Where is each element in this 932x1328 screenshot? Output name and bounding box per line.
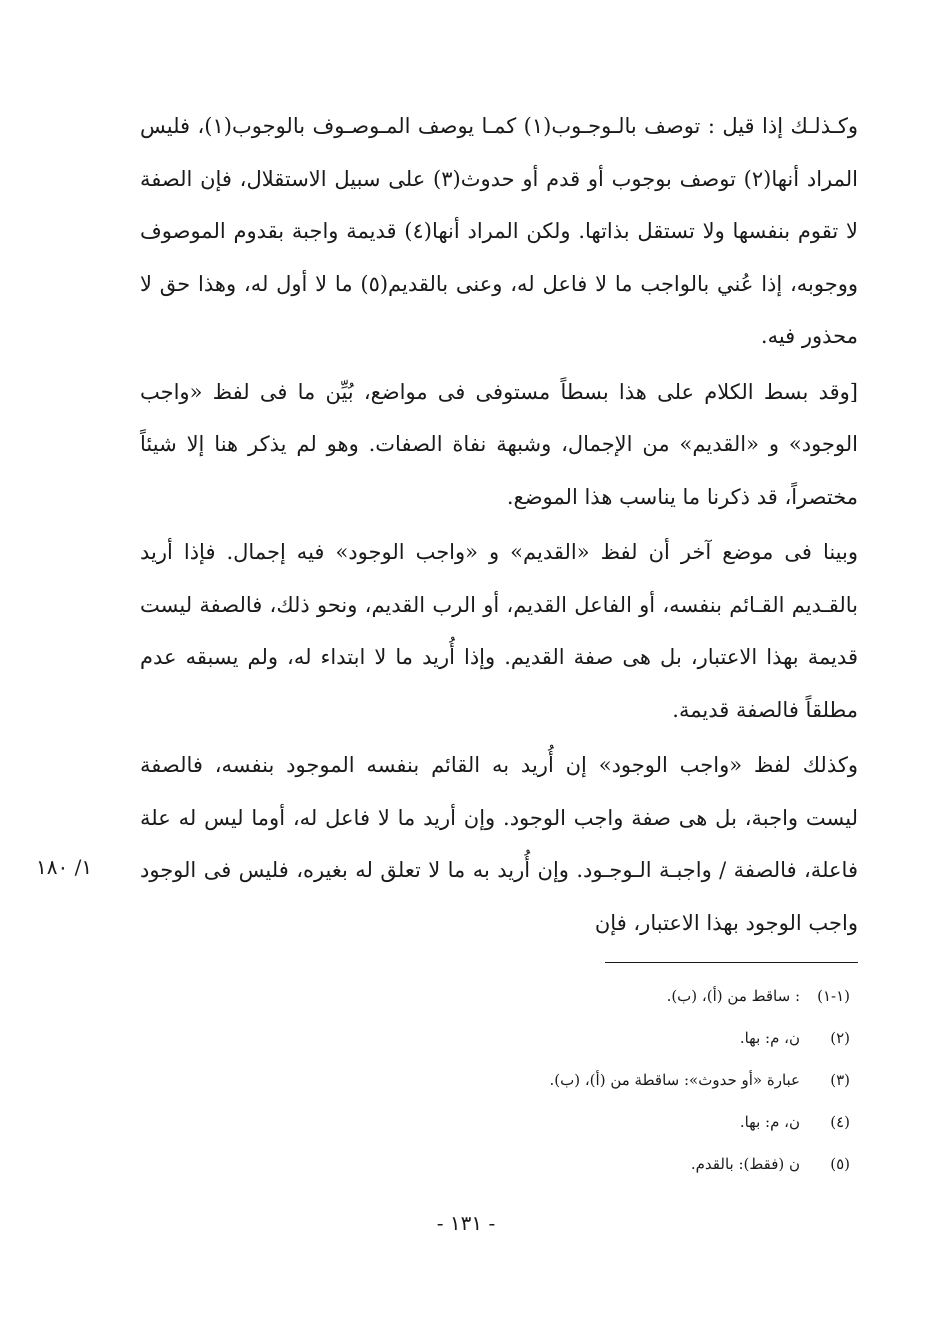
footnote-item	[380, 1017, 850, 1059]
footnote-number: (٥)	[830, 1155, 850, 1173]
paragraph-3: وبينا فى موضع آخر أن لفظ «القديم» و «واجب الوجود» فيه إجمال. فإذا أريد بالقـديم القـائم بنفسه، أو الفاعل القديم، أو الرب القديم، ونحو ذلك، فالصفة ليست قديمة بهذا الاعتبار، بل هى صفة القديم. وإذا أُريد ما لا ابتداء له، ولم يسبقه عدم مطلقاً فالصفة قديمة.	[140, 540, 858, 722]
footnote-number: (٢)	[830, 1029, 850, 1047]
main-text	[140, 100, 858, 949]
footnote-text: ن، م: بها.	[739, 1113, 800, 1131]
footnote-separator	[605, 962, 858, 963]
margin-volume-page-reference: ١/ ١٨٠	[36, 855, 93, 879]
paragraph-1: وكـذلـك إذا قيل : توصف بالـوجـوب(١) كمـا يوصف المـوصـوف بالوجوب(١)، فليس المراد أنها(٢) توصف بوجوب أو قدم أو حدوث(٣) على سبيل الاستقلال، فإن الصفة لا تقوم بنفسها ولا تستقل بذاتها. ولكن المراد أنها(٤) قديمة واجبة بقدوم الموصوف ووجوبه، إذا عُني بالواجب ما لا فاعل له، وعنى بالقديم(٥) ما لا أول له، وهذا حق لا محذور فيه.	[140, 114, 859, 348]
footnote-item	[380, 1101, 850, 1143]
paragraph-4: وكذلك لفظ «واجب الوجود» إن أُريد به القائم بنفسه الموجود بنفسه، فالصفة ليست واجبة، بل هى صفة واجب الوجود. وإن أريد ما لا فاعل له، أوما ليس له علة فاعلة، فالصفة / واجبـة الـوجـود. وإن أُريد به ما لا تعلق له بغيره، فليس فى الوجود واجب الوجود بهذا الاعتبار، فإن	[140, 753, 858, 935]
footnotes-list	[380, 975, 850, 1185]
footnote-number: (٤)	[830, 1113, 850, 1131]
footnote-item	[380, 975, 850, 1017]
footnote-number: (١-١)	[817, 987, 850, 1005]
footnote-number: (٣)	[830, 1071, 850, 1089]
footnote-text: عبارة «أو حدوث»: ساقطة من (أ)، (ب).	[549, 1071, 800, 1089]
footnote-text: ن، م: بها.	[739, 1029, 800, 1047]
footnote-text: : ساقط من (أ)، (ب).	[666, 987, 800, 1005]
footnote-text: ن (فقط): بالقدم.	[690, 1155, 800, 1173]
paragraph-2: [وقد بسط الكلام على هذا بسطاً مستوفى فى مواضع، بُيِّن ما فى لفظ «واجب الوجود» و «القديم» من الإجمال، وشبهة نفاة الصفات. وهو لم يذكر هنا إلا شيئاً مختصراً، قد ذكرنا ما يناسب هذا الموضع.	[140, 379, 858, 509]
footnote-item	[380, 1059, 850, 1101]
footnote-item	[380, 1143, 850, 1185]
page-number: - ١٣١ -	[436, 1211, 496, 1235]
